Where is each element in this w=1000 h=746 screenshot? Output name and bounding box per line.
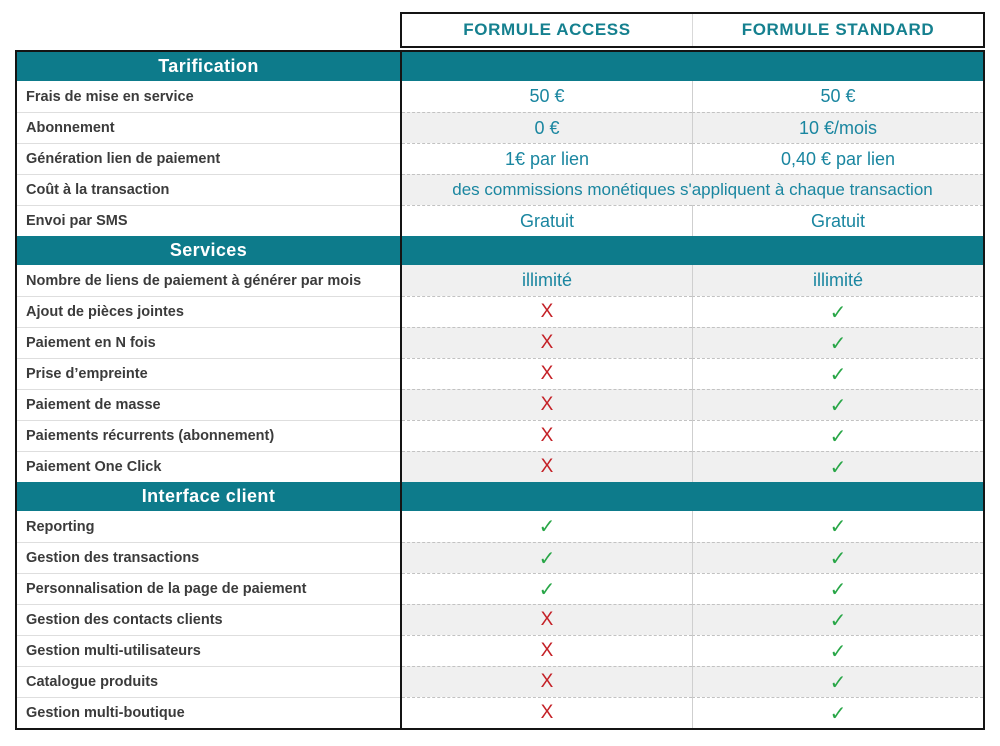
row-values: [400, 604, 983, 635]
row-values: [400, 265, 983, 296]
row-label: Nombre de liens de paiement à générer par mois: [17, 265, 400, 296]
row-values: [400, 143, 983, 174]
table-row: [17, 573, 983, 604]
table-row: [17, 358, 983, 389]
standard-value: 0,40 € par lien: [692, 143, 983, 174]
section-header-tarification: [17, 52, 983, 81]
cross-icon: X: [540, 425, 554, 446]
access-value: [402, 666, 692, 697]
check-icon: ✓: [829, 456, 847, 479]
row-values: [400, 666, 983, 697]
check-icon: ✓: [829, 394, 847, 417]
section-title: Tarification: [158, 56, 259, 76]
section-band-fill: [400, 52, 983, 81]
row-values: [400, 573, 983, 604]
row-values: [400, 112, 983, 143]
row-values: [400, 420, 983, 451]
section-header-interface-client: [17, 482, 983, 511]
section-header-services: [17, 236, 983, 265]
row-label: Reporting: [17, 511, 400, 542]
header-spacer: [15, 12, 400, 48]
cross-icon: X: [540, 671, 554, 692]
access-value: [402, 635, 692, 666]
section-band-fill: [400, 482, 983, 511]
row-values: [400, 296, 983, 327]
check-icon: ✓: [829, 425, 847, 448]
access-value: [402, 604, 692, 635]
row-values: [400, 205, 983, 236]
table-row: [17, 542, 983, 573]
row-values: [400, 389, 983, 420]
row-values: [400, 542, 983, 573]
access-value: Gratuit: [402, 205, 692, 236]
row-values: [400, 697, 983, 728]
row-label: Catalogue produits: [17, 666, 400, 697]
standard-value: [692, 697, 983, 728]
standard-value: [692, 635, 983, 666]
standard-value: illimité: [692, 265, 983, 296]
table-row: [17, 205, 983, 236]
access-value: [402, 358, 692, 389]
row-label: Gestion des transactions: [17, 542, 400, 573]
standard-value: [692, 358, 983, 389]
row-label: Frais de mise en service: [17, 81, 400, 112]
row-label: Gestion multi-boutique: [17, 697, 400, 728]
standard-value: [692, 420, 983, 451]
row-label: Paiement en N fois: [17, 327, 400, 358]
table-row: [17, 666, 983, 697]
row-values: [400, 81, 983, 112]
access-value: [402, 389, 692, 420]
standard-value: [692, 666, 983, 697]
table-row: [17, 451, 983, 482]
cross-icon: X: [540, 456, 554, 477]
row-values: [400, 358, 983, 389]
row-label: Génération lien de paiement: [17, 143, 400, 174]
row-values: [400, 174, 983, 205]
standard-value: [692, 542, 983, 573]
column-header-row: [15, 12, 985, 48]
column-headers: [400, 12, 985, 48]
row-label: Paiements récurrents (abonnement): [17, 420, 400, 451]
access-value: [402, 542, 692, 573]
section-band-fill: [400, 236, 983, 265]
access-value: illimité: [402, 265, 692, 296]
standard-value: 10 €/mois: [692, 112, 983, 143]
check-icon: ✓: [538, 578, 556, 601]
table-row: [17, 389, 983, 420]
table-row: [17, 265, 983, 296]
cross-icon: X: [540, 640, 554, 661]
row-label: Prise d’empreinte: [17, 358, 400, 389]
column-header-access: FORMULE ACCESS: [463, 20, 631, 39]
row-values: [400, 511, 983, 542]
standard-value: [692, 604, 983, 635]
pricing-comparison-table: [15, 12, 985, 730]
cross-icon: X: [540, 394, 554, 415]
access-value: 0 €: [402, 112, 692, 143]
standard-value: 50 €: [692, 81, 983, 112]
table-row: [17, 511, 983, 542]
row-label: Paiement de masse: [17, 389, 400, 420]
row-values: [400, 451, 983, 482]
table-row: [17, 635, 983, 666]
check-icon: ✓: [829, 516, 847, 538]
check-icon: ✓: [829, 363, 847, 386]
table-row: [17, 697, 983, 728]
row-label: Gestion multi-utilisateurs: [17, 635, 400, 666]
standard-value: [692, 296, 983, 327]
cross-icon: X: [540, 363, 554, 384]
table-row: [17, 327, 983, 358]
check-icon: ✓: [829, 547, 847, 570]
check-icon: ✓: [829, 640, 847, 663]
row-label: Gestion des contacts clients: [17, 604, 400, 635]
check-icon: ✓: [829, 578, 847, 601]
access-value: 50 €: [402, 81, 692, 112]
standard-value: [692, 511, 983, 542]
row-values: [400, 635, 983, 666]
span-value: des commissions monétiques s'appliquent à chaque transaction: [402, 174, 983, 205]
row-label: Ajout de pièces jointes: [17, 296, 400, 327]
column-header-standard: FORMULE STANDARD: [692, 14, 983, 46]
access-value: [402, 327, 692, 358]
check-icon: ✓: [538, 516, 556, 538]
check-icon: ✓: [829, 671, 847, 694]
access-value: [402, 420, 692, 451]
check-icon: ✓: [829, 301, 847, 324]
table-row: [17, 112, 983, 143]
row-values: [400, 327, 983, 358]
access-value: [402, 451, 692, 482]
access-value: 1€ par lien: [402, 143, 692, 174]
check-icon: ✓: [829, 332, 847, 355]
standard-value: [692, 451, 983, 482]
access-value: [402, 511, 692, 542]
table-body: [15, 50, 985, 730]
cross-icon: X: [540, 332, 554, 353]
row-label: Envoi par SMS: [17, 205, 400, 236]
access-value: [402, 296, 692, 327]
row-label: Personnalisation de la page de paiement: [17, 573, 400, 604]
standard-value: [692, 327, 983, 358]
table-row: [17, 143, 983, 174]
row-label: Paiement One Click: [17, 451, 400, 482]
check-icon: ✓: [829, 702, 847, 725]
standard-value: [692, 389, 983, 420]
row-label: Abonnement: [17, 112, 400, 143]
table-row: [17, 420, 983, 451]
standard-value: Gratuit: [692, 205, 983, 236]
table-row: [17, 604, 983, 635]
access-value: [402, 573, 692, 604]
table-row: [17, 81, 983, 112]
check-icon: ✓: [538, 547, 556, 570]
cross-icon: X: [540, 609, 554, 630]
section-title: Interface client: [141, 486, 276, 506]
cross-icon: X: [540, 702, 554, 723]
standard-value: [692, 573, 983, 604]
table-row: [17, 296, 983, 327]
row-label: Coût à la transaction: [17, 174, 400, 205]
check-icon: ✓: [829, 609, 847, 632]
table-row: [17, 174, 983, 205]
access-value: [402, 697, 692, 728]
cross-icon: X: [540, 301, 554, 322]
section-title: Services: [169, 240, 248, 260]
